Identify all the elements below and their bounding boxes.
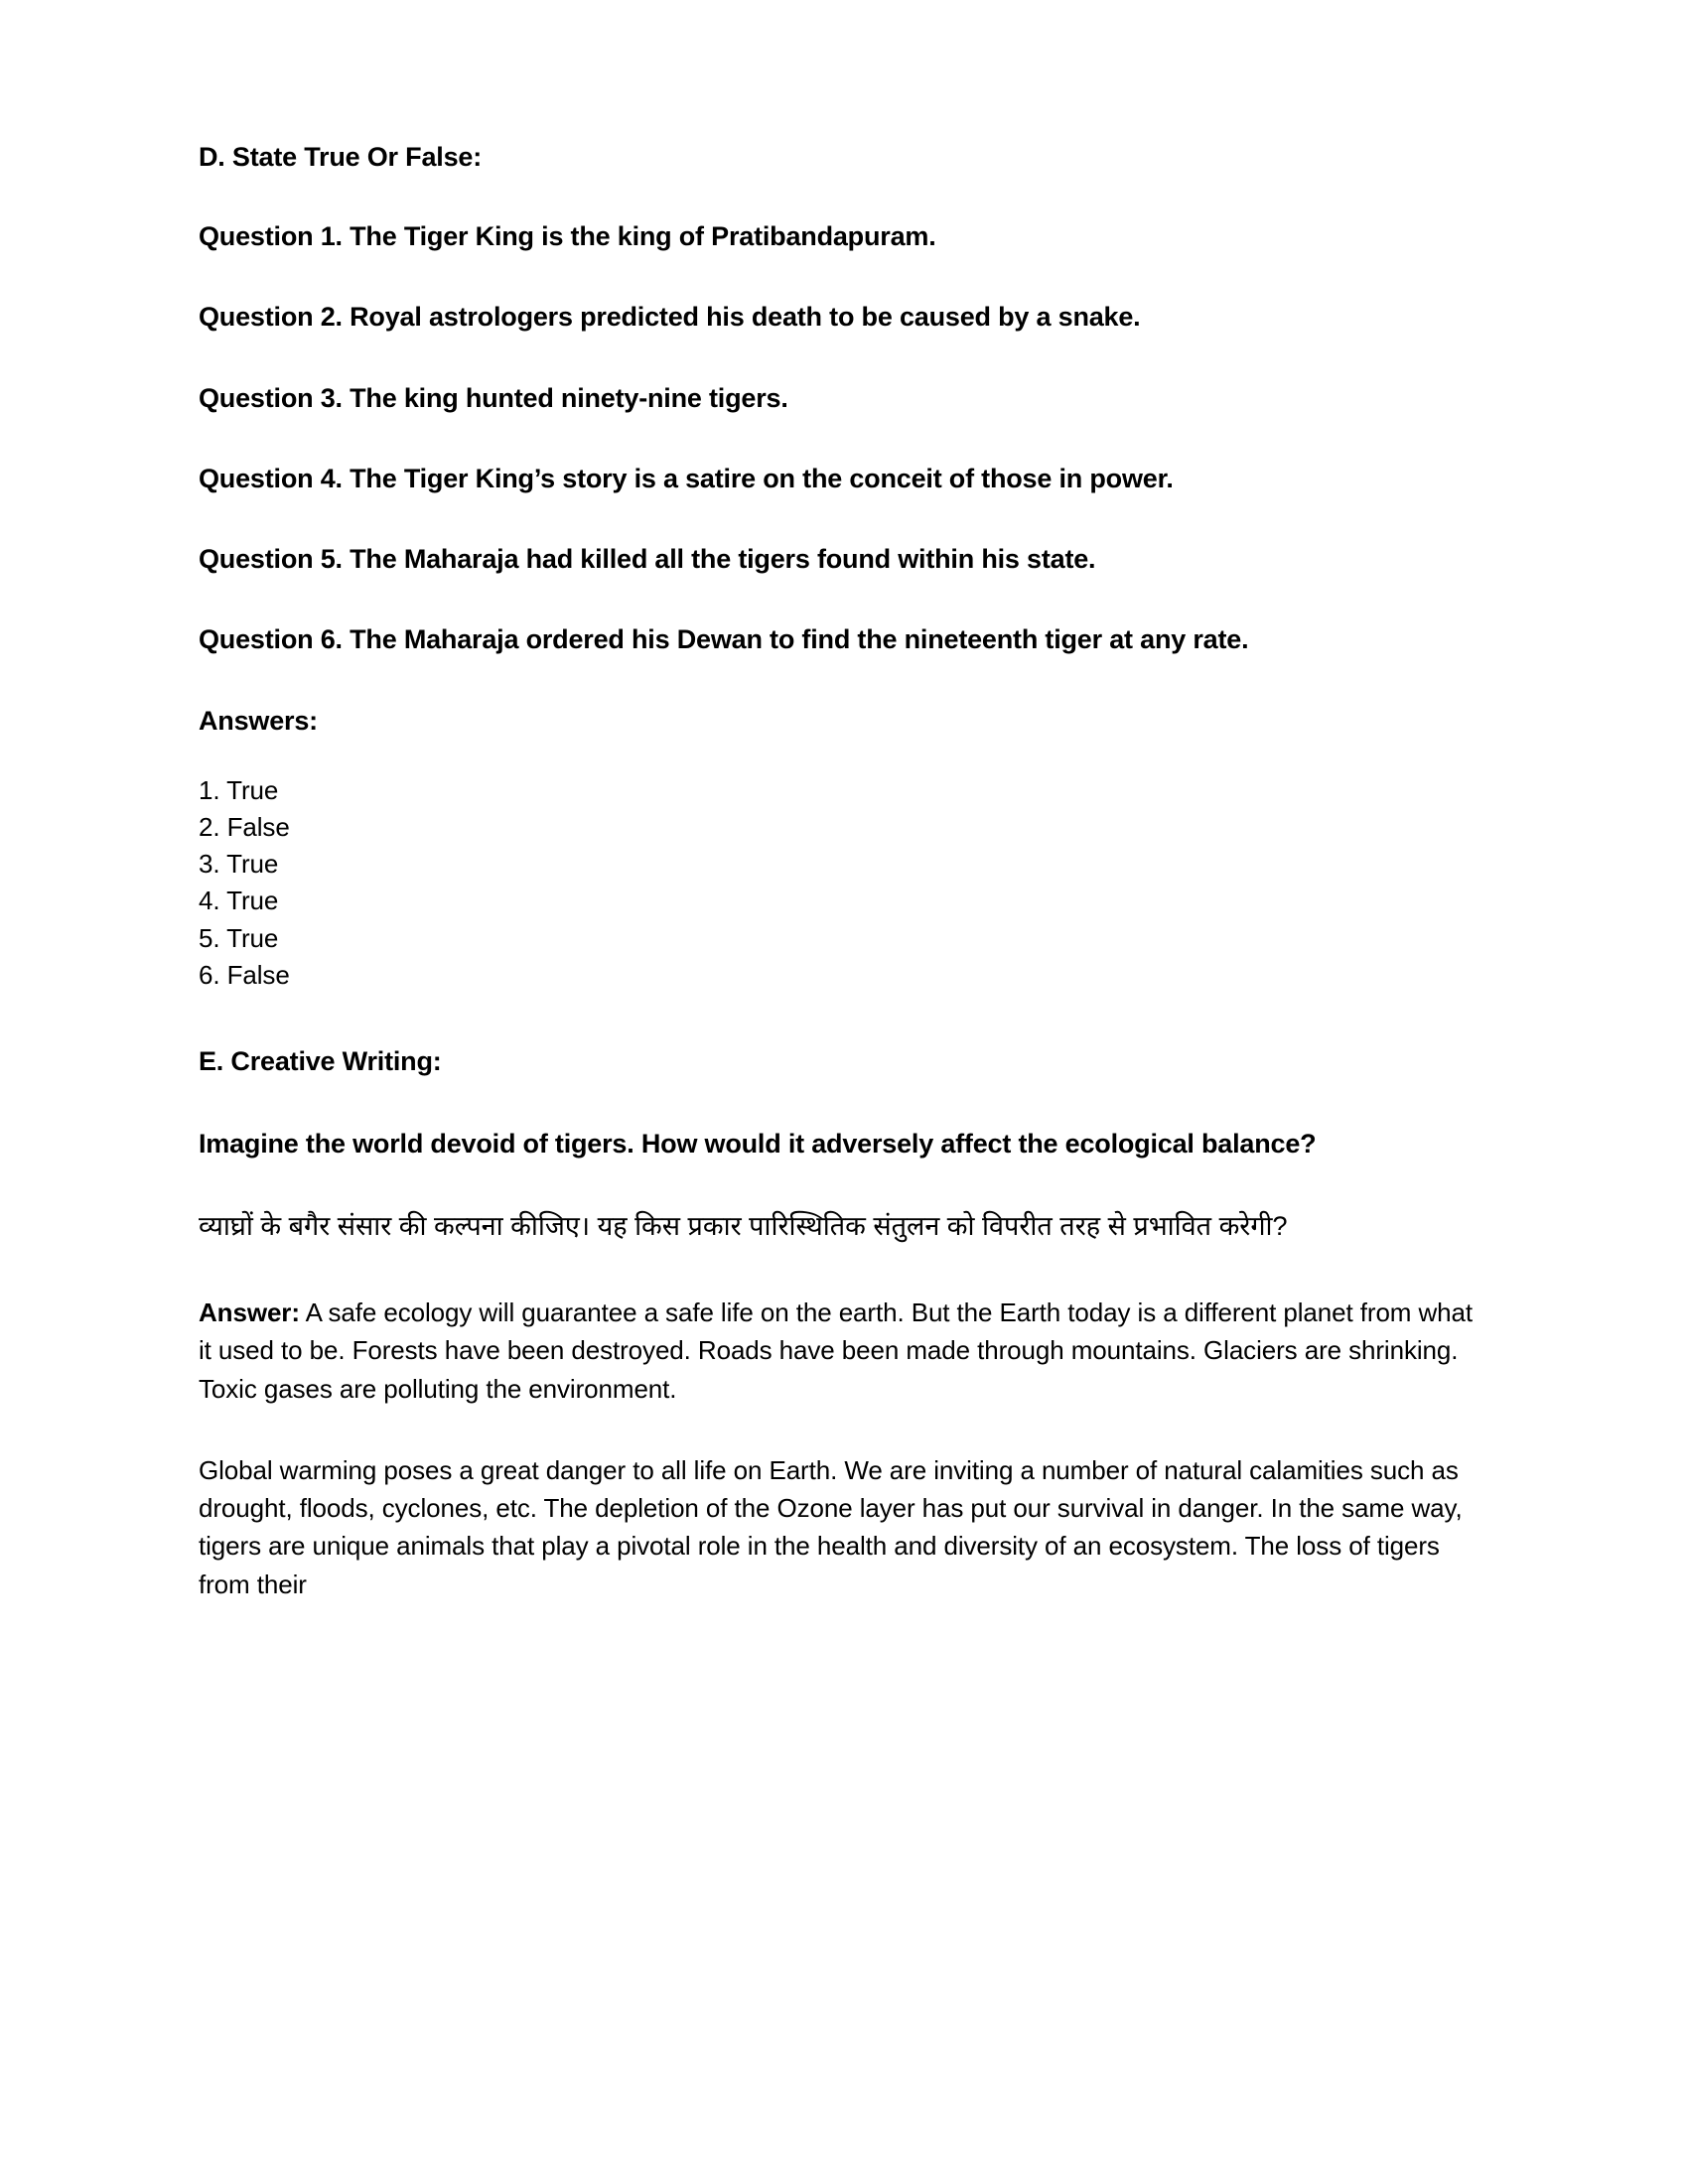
section-d-heading: D. State True Or False: [199,142,482,172]
answer-paragraph-2: Global warming poses a great danger to all life on Earth. We are inviting a number of natural calamities such as drought, floods, cyclones, etc. The depletion of the Ozone layer has put our survival in danger. In the same way, tigers are unique animals that play a pivotal role in the health and diversity of an ecosystem. The loss of tigers from their [199,1454,1463,1599]
question-item: Question 5. The Maharaja had killed all the tigers found within his state. [199,544,1096,575]
question-item: Question 6. The Maharaja ordered his Dewan to find the nineteenth tiger at any rate. [199,624,1249,655]
question-item: Question 2. Royal astrologers predicted his death to be caused by a snake. [199,302,1141,333]
list-item: 5. True [199,922,279,953]
creative-writing-prompt-hindi: व्याघ्रों के बगैर संसार की कल्पना कीजिए। यह किस प्रकार पारिस्थितिक संतुलन को विपरीत तरह से प्रभावित करेगी? [199,1211,1288,1242]
list-item: 6. False [199,959,290,990]
answer-paragraph-1-text: A safe ecology will guarantee a safe life on the earth. But the Earth today is a different planet from what it used to be. Forests have been destroyed. Roads have been made through mountains. Glaciers are shrinking. Toxic gases are polluting the environment. [199,1297,1474,1404]
answers-list [199,772,1489,994]
question-item: Question 4. The Tiger King’s story is a satire on the conceit of those in power. [199,463,1174,493]
question-item: Question 1. The Tiger King is the king of Pratibandapuram. [199,221,936,252]
section-e-heading: E. Creative Writing: [199,1045,442,1076]
list-item: 2. False [199,812,290,843]
creative-writing-prompt-english: Imagine the world devoid of tigers. How would it adversely affect the ecological balance? [199,1129,1317,1160]
list-item: 4. True [199,886,279,916]
answer-label: Answer: [199,1297,300,1328]
list-item: 3. True [199,849,279,880]
list-item: 1. True [199,774,279,805]
document-content [199,139,1489,1603]
answer-paragraph-1 [199,1294,1489,1408]
answers-heading: Answers: [199,705,318,736]
question-item: Question 3. The king hunted ninety-nine tigers. [199,382,788,413]
